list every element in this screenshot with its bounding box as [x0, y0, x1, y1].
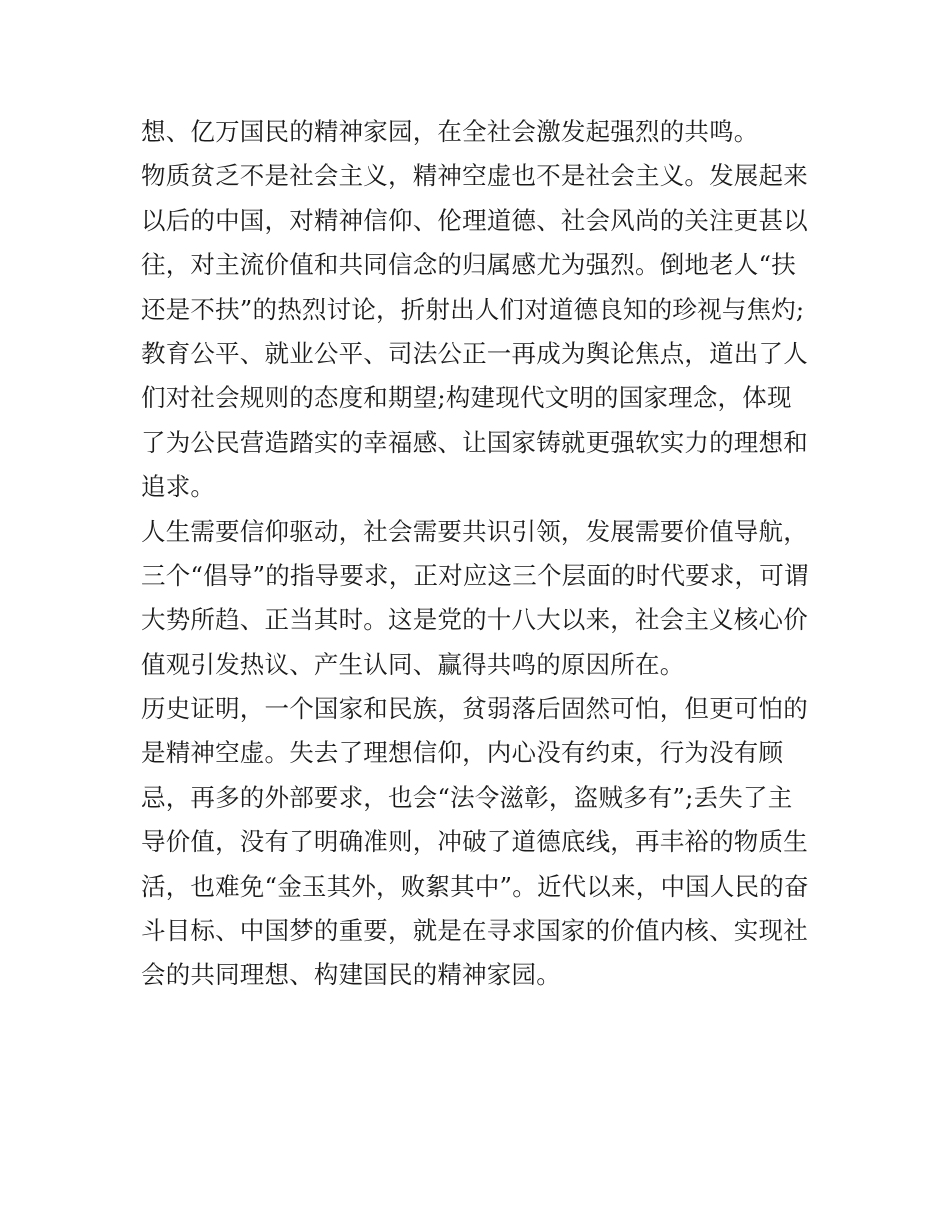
text-line: 历史证明，一个国家和民族，贫弱落后固然可怕，但更可怕的	[141, 694, 808, 724]
text-line: 往，对主流价值和共同信念的归属感尤为强烈。倒地老人“扶	[141, 250, 796, 280]
text-line: 想、亿万国民的精神家园，在全社会激发起强烈的共鸣。	[141, 117, 759, 146]
text-line: 人生需要信仰驱动，社会需要共识引领，发展需要价值导航，	[141, 516, 808, 546]
text-line: 还是不扶”的热烈讨论，折射出人们对道德良知的珍视与焦灼;	[141, 294, 805, 324]
text-line: 会的共同理想、构建国民的精神家园。	[141, 960, 561, 990]
text-line: 三个“倡导”的指导要求，正对应这三个层面的时代要求，可谓	[141, 560, 809, 590]
text-line: 值观引发热议、产生认同、赢得共鸣的原因所在。	[141, 649, 685, 679]
text-line: 活，也难免“金玉其外，败絮其中”。近代以来，中国人民的奋	[141, 871, 809, 901]
text-line: 以后的中国，对精神信仰、伦理道德、社会风尚的关注更甚以	[141, 205, 808, 235]
text-line: 们对社会规则的态度和期望;构建现代文明的国家理念，体现	[141, 383, 792, 413]
text-line: 了为公民营造踏实的幸福感、让国家铸就更强软实力的理想和	[141, 427, 808, 457]
text-line: 导价值，没有了明确准则，冲破了道德底线，再丰裕的物质生	[141, 827, 808, 857]
text-line: 是精神空虚。失去了理想信仰，内心没有约束，行为没有顾	[141, 738, 784, 768]
text-line: 大势所趋、正当其时。这是党的十八大以来，社会主义核心价	[141, 605, 808, 635]
text-line: 追求。	[141, 472, 216, 502]
text-line: 物质贫乏不是社会主义，精神空虚也不是社会主义。发展起来	[141, 161, 808, 191]
text-line: 忌，再多的外部要求，也会“法令滋彰，盗贼多有”;丢失了主	[141, 782, 793, 812]
text-line: 斗目标、中国梦的重要，就是在寻求国家的价值内核、实现社	[141, 916, 808, 946]
text-line: 教育公平、就业公平、司法公正一再成为舆论焦点，道出了人	[141, 338, 808, 368]
body-text	[141, 110, 821, 998]
